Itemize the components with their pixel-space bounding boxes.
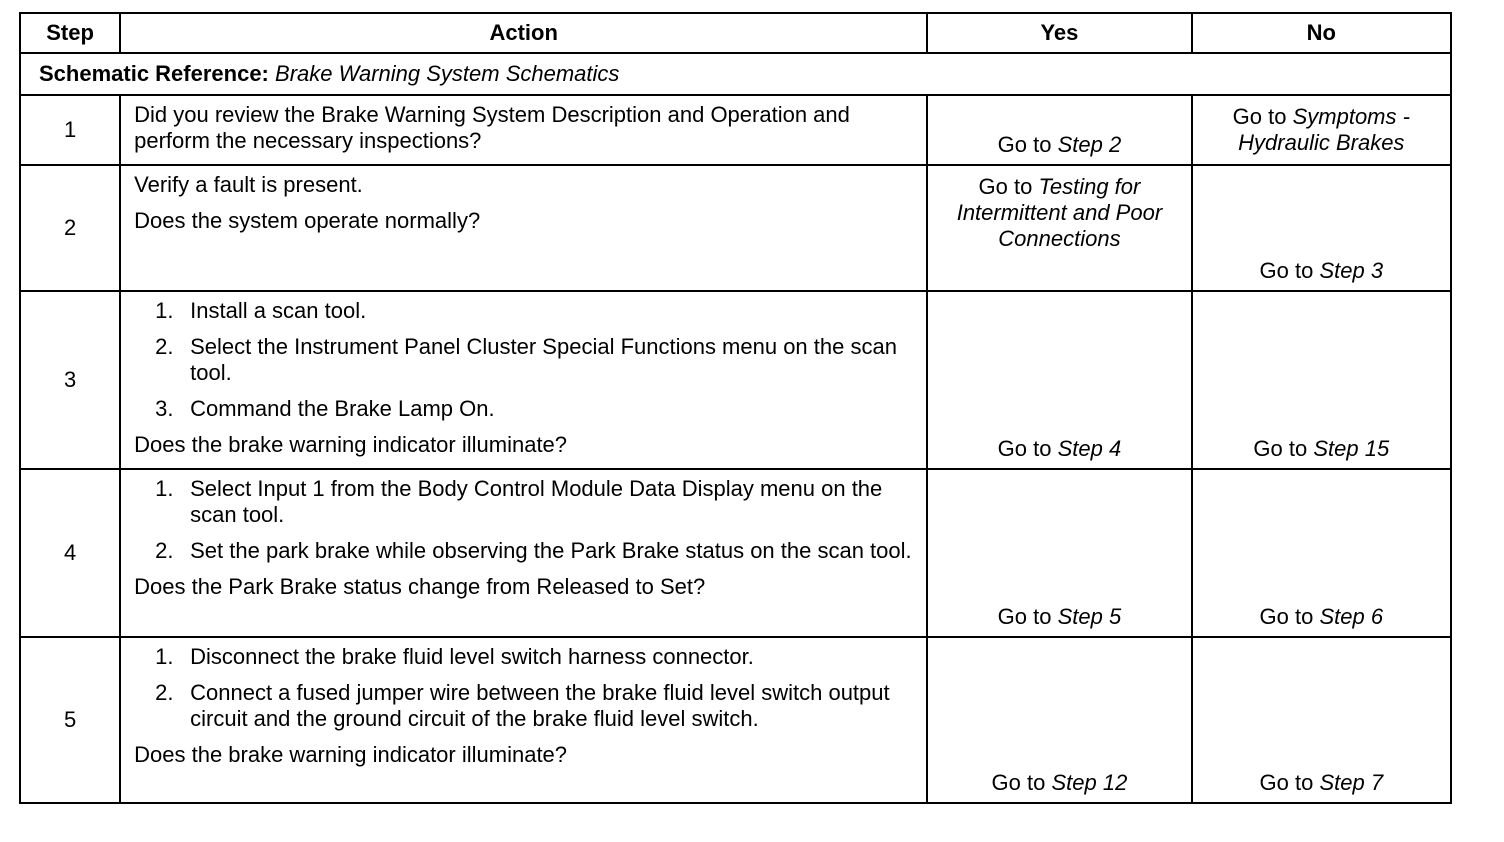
yes-cell xyxy=(927,95,1191,165)
list-item-text: Command the Brake Lamp On. xyxy=(190,396,495,421)
step-number: 5 xyxy=(20,637,120,803)
action-cell xyxy=(120,291,927,469)
table-row xyxy=(20,291,1451,469)
no-cell xyxy=(1192,291,1451,469)
action-cell xyxy=(120,165,927,291)
action-steps-list xyxy=(134,476,914,564)
goto-prefix: Go to xyxy=(991,770,1046,795)
yes-cell xyxy=(927,291,1191,469)
action-question: Does the brake warning indicator illuminate? xyxy=(134,742,568,767)
header-yes: Yes xyxy=(927,13,1191,53)
step-number: 2 xyxy=(20,165,120,291)
header-step: Step xyxy=(20,13,120,53)
diagnostic-table xyxy=(19,12,1452,804)
goto-prefix: Go to xyxy=(1259,770,1314,795)
goto-link[interactable]: Step 12 xyxy=(1051,770,1128,795)
list-item-text: Connect a fused jumper wire between the brake fluid level switch output circuit and the ground circuit of the brake fluid level switch. xyxy=(190,680,890,731)
action-cell xyxy=(120,637,927,803)
table-row xyxy=(20,165,1451,291)
list-item: 1. Install a scan tool. xyxy=(155,298,367,323)
list-item: 1. Disconnect the brake fluid level switch harness connector. xyxy=(155,644,754,669)
schematic-reference-row xyxy=(20,53,1451,95)
goto-prefix: Go to xyxy=(1259,604,1314,629)
step-number: 1 xyxy=(20,95,120,165)
schematic-reference xyxy=(20,53,1451,95)
goto-prefix: Go to xyxy=(1259,258,1314,283)
no-cell xyxy=(1192,637,1451,803)
action-cell xyxy=(120,469,927,637)
no-cell xyxy=(1192,95,1451,165)
schematic-reference-link[interactable]: Brake Warning System Schematics xyxy=(275,61,620,86)
schematic-reference-label: Schematic Reference: xyxy=(39,61,269,86)
yes-cell xyxy=(927,469,1191,637)
goto-link[interactable]: Step 6 xyxy=(1319,604,1384,629)
no-cell xyxy=(1192,469,1451,637)
action-steps-list xyxy=(134,644,914,732)
list-item-text: Disconnect the brake fluid level switch harness connector. xyxy=(190,644,754,669)
header-no: No xyxy=(1192,13,1451,53)
goto-link[interactable]: Step 3 xyxy=(1319,258,1384,283)
goto-prefix: Go to xyxy=(997,132,1052,157)
action-question: Does the Park Brake status change from Released to Set? xyxy=(134,574,706,599)
table-row xyxy=(20,469,1451,637)
no-cell xyxy=(1192,165,1451,291)
list-item-text: Select Input 1 from the Body Control Module Data Display menu on the scan tool. xyxy=(190,476,883,527)
action-text: Did you review the Brake Warning System Description and Operation and perform the necessary inspections? xyxy=(134,102,850,153)
goto-link[interactable]: Step 4 xyxy=(1057,436,1122,461)
goto-link[interactable]: Symptoms - Hydraulic Brakes xyxy=(1238,104,1410,155)
table-row xyxy=(20,637,1451,803)
header-row xyxy=(20,13,1451,53)
action-steps-list xyxy=(134,298,914,422)
list-item: 2. Set the park brake while observing the Park Brake status on the scan tool. xyxy=(155,538,912,563)
list-item: 3. Command the Brake Lamp On. xyxy=(155,396,495,421)
action-question: Does the brake warning indicator illuminate? xyxy=(134,432,568,457)
yes-cell xyxy=(927,165,1191,291)
action-question: Does the system operate normally? xyxy=(134,208,481,233)
action-cell xyxy=(120,95,927,165)
list-item-text: Set the park brake while observing the Park Brake status on the scan tool. xyxy=(190,538,912,563)
list-item: 2. Select the Instrument Panel Cluster Special Functions menu on the scan tool. xyxy=(155,334,897,385)
list-item: 2. Connect a fused jumper wire between the brake fluid level switch output circuit and the ground circuit of the brake fluid level switch. xyxy=(155,680,890,731)
goto-link[interactable]: Step 2 xyxy=(1057,132,1122,157)
header-action: Action xyxy=(120,13,927,53)
goto-prefix: Go to xyxy=(978,174,1033,199)
step-number: 4 xyxy=(20,469,120,637)
table-row xyxy=(20,95,1451,165)
goto-link[interactable]: Step 5 xyxy=(1057,604,1122,629)
list-item-text: Select the Instrument Panel Cluster Special Functions menu on the scan tool. xyxy=(190,334,897,385)
goto-link[interactable]: Testing for Intermittent and Poor Connections xyxy=(956,174,1163,251)
yes-cell xyxy=(927,637,1191,803)
action-text: Verify a fault is present. xyxy=(134,172,363,197)
goto-link[interactable]: Step 15 xyxy=(1313,436,1390,461)
list-item-text: Install a scan tool. xyxy=(190,298,367,323)
step-number: 3 xyxy=(20,291,120,469)
goto-prefix: Go to xyxy=(997,604,1052,629)
goto-prefix: Go to xyxy=(1253,436,1308,461)
goto-prefix: Go to xyxy=(1232,104,1287,129)
goto-link[interactable]: Step 7 xyxy=(1319,770,1384,795)
goto-prefix: Go to xyxy=(997,436,1052,461)
list-item: 1. Select Input 1 from the Body Control Module Data Display menu on the scan tool. xyxy=(155,476,883,527)
